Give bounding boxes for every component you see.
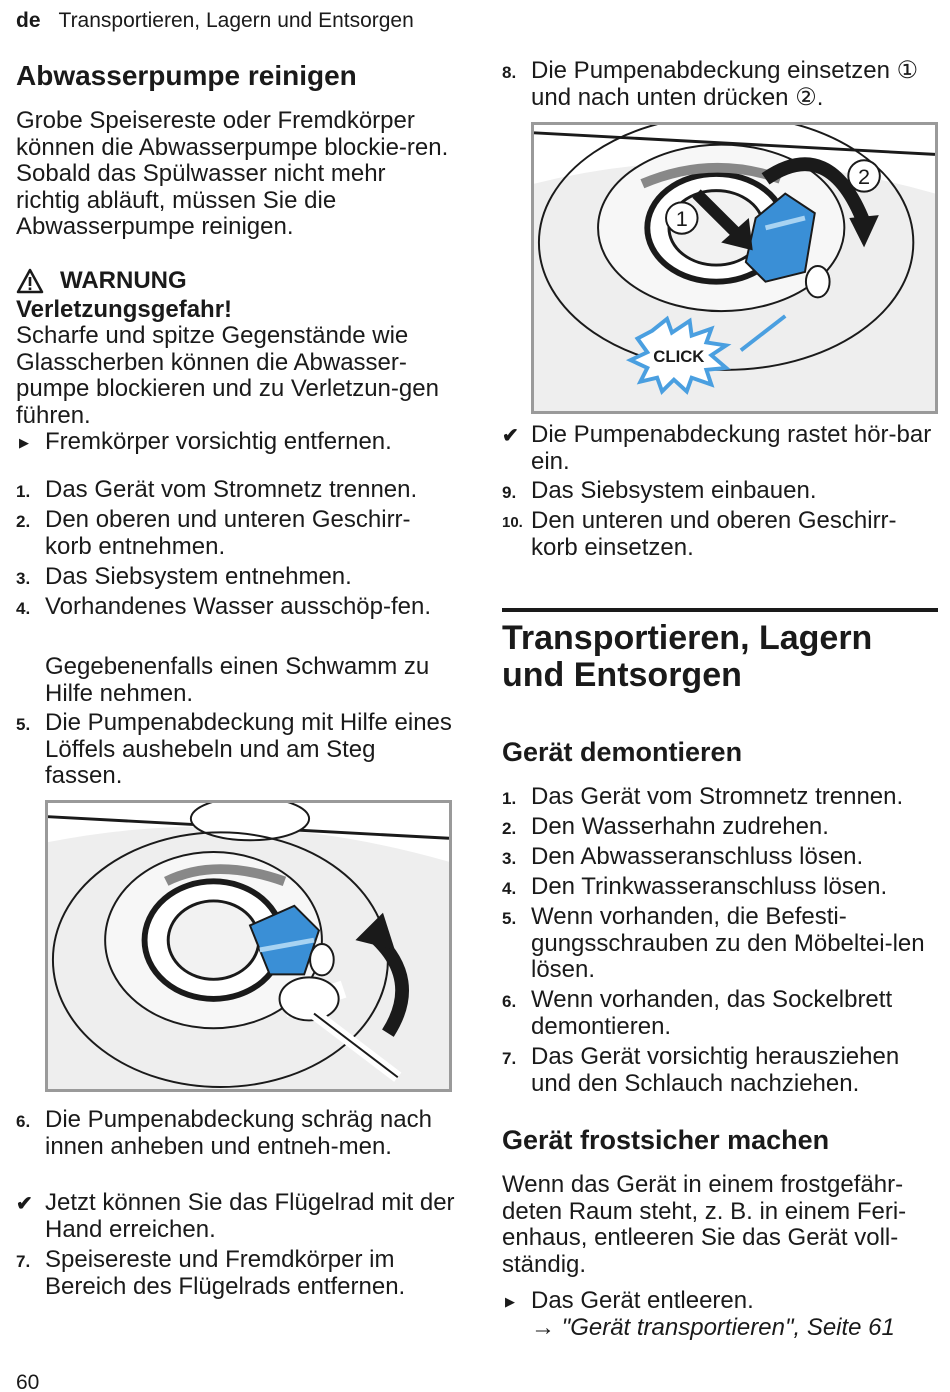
warning-label: WARNUNG: [60, 267, 187, 294]
list-item: 7. Das Gerät vorsichtig herausziehen und den Schlauch nachziehen.: [502, 1043, 900, 1097]
bullet-triangle-icon: ▶: [19, 435, 29, 450]
pump-lift-illustration: [48, 803, 449, 1089]
list-item: Gegebenenfalls einen Schwamm zu Hilfe nehmen.: [45, 653, 430, 707]
list-item: ✔ Die Pumpenabdeckung rastet hör-bar ein.: [502, 421, 932, 475]
section-title-pump: Abwasserpumpe reinigen: [16, 60, 357, 91]
chapter-title: Transportieren, Lagern und Entsorgen: [502, 619, 873, 694]
list-item: 4. Den Trinkwasseranschluss lösen.: [502, 873, 888, 900]
list-item: 8. Die Pumpenabdeckung einsetzen ① und nach unten drücken ②.: [502, 57, 919, 111]
header-title: Transportieren, Lagern und Entsorgen: [58, 9, 414, 32]
pump-insert-illustration: [534, 125, 935, 411]
list-item: 6. Wenn vorhanden, das Sockelbrett demontieren.: [502, 986, 893, 1040]
page-reference-link[interactable]: → "Gerät transportieren", Seite 61: [531, 1313, 895, 1341]
click-label: CLICK: [653, 347, 705, 367]
figure-pump-cover-insert: [531, 122, 938, 414]
list-item: 1. Das Gerät vom Stromnetz trennen.: [502, 783, 904, 810]
check-icon: ✔: [502, 425, 519, 447]
list-item: 6. Die Pumpenabdeckung schräg nach innen anheben und entneh-men.: [16, 1106, 432, 1160]
intro-paragraph: Grobe Speisereste oder Fremdkörper können die Abwasserpumpe blockie-ren. Sobald das Spülwasser nicht mehr richtig abläuft, müssen Sie die Abwasserpumpe reinigen.: [16, 107, 449, 241]
list-item: ✔ Jetzt können Sie das Flügelrad mit der Hand erreichen.: [16, 1189, 455, 1243]
warning-action: ▶ Fremkörper vorsichtig entfernen.: [19, 428, 392, 455]
page-number: 60: [16, 1371, 40, 1392]
check-icon: ✔: [16, 1193, 33, 1215]
warning-triangle-icon: [16, 268, 44, 294]
list-item: 5. Wenn vorhanden, die Befesti-gungsschrauben zu den Möbeltei-len lösen.: [502, 903, 925, 984]
list-item: 2. Den oberen und unteren Geschirr-korb entnehmen.: [16, 506, 411, 560]
warning-subtitle: Verletzungsgefahr!: [16, 296, 233, 323]
warning-heading: [16, 268, 456, 294]
language-code: de: [16, 9, 41, 32]
figure-label-1: 1: [675, 205, 688, 231]
list-item: 2. Den Wasserhahn zudrehen.: [502, 813, 829, 840]
bullet-triangle-icon: ▶: [505, 1294, 515, 1309]
frost-paragraph: Wenn das Gerät in einem frostgefähr-deten Raum steht, z. B. in einem Feri-enhaus, entleeren Sie das Gerät voll-ständig.: [502, 1171, 907, 1278]
figure-pump-cover-lift: [45, 800, 452, 1092]
figure-label-2: 2: [858, 163, 871, 189]
chapter-rule: [502, 608, 938, 612]
warning-text: Scharfe und spitze Gegenstände wie Glasscherben können die Abwasser-pumpe blockieren und zu Verletzun-gen führen.: [16, 322, 439, 429]
list-item: 4. Vorhandenes Wasser ausschöp-fen.: [16, 593, 432, 620]
subsection-title-frost: Gerät frostsicher machen: [502, 1125, 830, 1155]
page-header: [16, 8, 414, 34]
list-item: 5. Die Pumpenabdeckung mit Hilfe eines Löffels aushebeln und am Steg fassen.: [16, 709, 452, 790]
list-item: 1. Das Gerät vom Stromnetz trennen.: [16, 476, 418, 503]
list-item: 3. Das Siebsystem entnehmen.: [16, 563, 352, 590]
list-item: 3. Den Abwasseranschluss lösen.: [502, 843, 864, 870]
list-item: 10. Den unteren und oberen Geschirr-korb einsetzen.: [502, 507, 897, 561]
list-item: 7. Speisereste und Fremdkörper im Bereich des Flügelrads entfernen.: [16, 1246, 406, 1300]
frost-action: ▶ Das Gerät entleeren. → "Gerät transportieren", Seite 61: [505, 1287, 895, 1341]
subsection-title-demount: Gerät demontieren: [502, 737, 743, 767]
list-item: 9. Das Siebsystem einbauen.: [502, 477, 817, 504]
